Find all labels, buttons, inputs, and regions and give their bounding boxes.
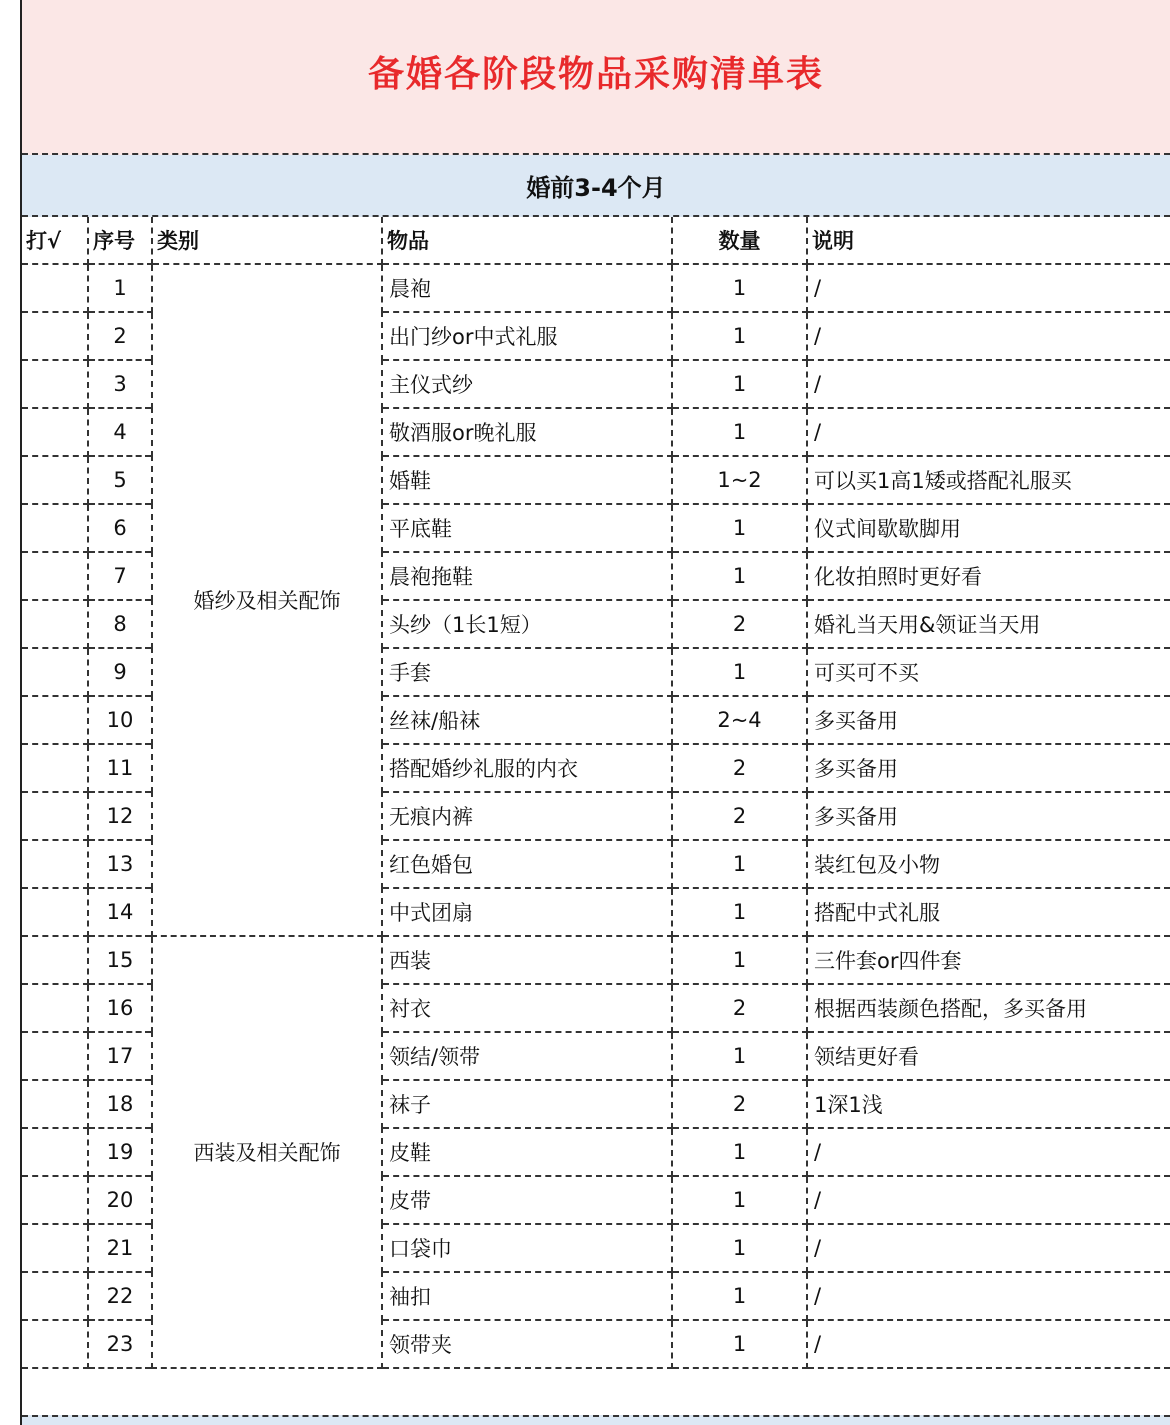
quantity-cell: 2~4: [672, 696, 807, 744]
item-cell: 袖扣: [382, 1272, 672, 1320]
check-cell[interactable]: [22, 696, 88, 744]
item-cell: 手套: [382, 648, 672, 696]
number-cell: 6: [88, 504, 152, 552]
item-cell: 婚鞋: [382, 456, 672, 504]
check-cell[interactable]: [22, 504, 88, 552]
check-cell[interactable]: [22, 1320, 88, 1368]
note-cell: 1深1浅: [807, 1080, 1170, 1128]
number-cell: 4: [88, 408, 152, 456]
item-cell: 头纱（1长1短）: [382, 600, 672, 648]
header-item: 物品: [382, 217, 672, 264]
note-cell: 化妆拍照时更好看: [807, 552, 1170, 600]
item-cell: 平底鞋: [382, 504, 672, 552]
header-category: 类别: [152, 217, 382, 264]
quantity-cell: 1: [672, 312, 807, 360]
quantity-cell: 2: [672, 984, 807, 1032]
number-cell: 21: [88, 1224, 152, 1272]
item-cell: 丝袜/船袜: [382, 696, 672, 744]
note-cell: /: [807, 360, 1170, 408]
number-cell: 18: [88, 1080, 152, 1128]
number-cell: 11: [88, 744, 152, 792]
number-cell: 1: [88, 264, 152, 312]
check-cell[interactable]: [22, 936, 88, 984]
number-cell: 13: [88, 840, 152, 888]
note-cell: /: [807, 1224, 1170, 1272]
note-cell: 领结更好看: [807, 1032, 1170, 1080]
number-cell: 17: [88, 1032, 152, 1080]
check-cell[interactable]: [22, 1128, 88, 1176]
check-cell[interactable]: [22, 984, 88, 1032]
checklist-table: [22, 217, 1170, 1369]
note-cell: 仪式间歇歇脚用: [807, 504, 1170, 552]
check-cell[interactable]: [22, 888, 88, 936]
check-cell[interactable]: [22, 360, 88, 408]
item-cell: 衬衣: [382, 984, 672, 1032]
category-cell: 西装及相关配饰: [152, 936, 382, 1368]
header-check: 打√: [22, 217, 88, 264]
spreadsheet-sheet: [20, 0, 1168, 1425]
note-cell: 三件套or四件套: [807, 936, 1170, 984]
item-cell: 出门纱or中式礼服: [382, 312, 672, 360]
note-cell: /: [807, 1272, 1170, 1320]
quantity-cell: 1: [672, 1320, 807, 1368]
number-cell: 10: [88, 696, 152, 744]
check-cell[interactable]: [22, 408, 88, 456]
note-cell: 多买备用: [807, 792, 1170, 840]
number-cell: 19: [88, 1128, 152, 1176]
quantity-cell: 2: [672, 744, 807, 792]
number-cell: 12: [88, 792, 152, 840]
quantity-cell: 1: [672, 1032, 807, 1080]
number-cell: 3: [88, 360, 152, 408]
page-title: 备婚各阶段物品采购清单表: [367, 54, 824, 95]
check-cell[interactable]: [22, 1080, 88, 1128]
quantity-cell: 1: [672, 504, 807, 552]
check-cell[interactable]: [22, 840, 88, 888]
quantity-cell: 1: [672, 264, 807, 312]
check-cell[interactable]: [22, 456, 88, 504]
note-cell: 搭配中式礼服: [807, 888, 1170, 936]
check-cell[interactable]: [22, 1272, 88, 1320]
check-cell[interactable]: [22, 1032, 88, 1080]
number-cell: 2: [88, 312, 152, 360]
header-quantity: 数量: [672, 217, 807, 264]
quantity-cell: 1: [672, 360, 807, 408]
header-number: 序号: [88, 217, 152, 264]
quantity-cell: 2: [672, 1080, 807, 1128]
number-cell: 15: [88, 936, 152, 984]
quantity-cell: 1: [672, 1128, 807, 1176]
check-cell[interactable]: [22, 1224, 88, 1272]
quantity-cell: 1: [672, 552, 807, 600]
item-cell: 无痕内裤: [382, 792, 672, 840]
check-cell[interactable]: [22, 312, 88, 360]
quantity-cell: 1: [672, 408, 807, 456]
check-cell[interactable]: [22, 648, 88, 696]
quantity-cell: 2: [672, 792, 807, 840]
header-row: [22, 217, 1170, 264]
check-cell[interactable]: [22, 744, 88, 792]
item-cell: 领结/领带: [382, 1032, 672, 1080]
note-cell: 多买备用: [807, 696, 1170, 744]
item-cell: 主仪式纱: [382, 360, 672, 408]
quantity-cell: 1: [672, 1224, 807, 1272]
item-cell: 晨袍: [382, 264, 672, 312]
item-cell: 口袋巾: [382, 1224, 672, 1272]
item-cell: 晨袍拖鞋: [382, 552, 672, 600]
note-cell: 可买可不买: [807, 648, 1170, 696]
number-cell: 7: [88, 552, 152, 600]
section-header: [22, 155, 1170, 217]
number-cell: 16: [88, 984, 152, 1032]
note-cell: 根据西装颜色搭配，多买备用: [807, 984, 1170, 1032]
check-cell[interactable]: [22, 600, 88, 648]
quantity-cell: 1: [672, 936, 807, 984]
number-cell: 8: [88, 600, 152, 648]
next-section-band: [22, 1415, 1170, 1425]
category-cell: 婚纱及相关配饰: [152, 264, 382, 936]
quantity-cell: 1: [672, 648, 807, 696]
item-cell: 西装: [382, 936, 672, 984]
note-cell: /: [807, 1176, 1170, 1224]
number-cell: 22: [88, 1272, 152, 1320]
quantity-cell: 1~2: [672, 456, 807, 504]
quantity-cell: 1: [672, 1272, 807, 1320]
item-cell: 搭配婚纱礼服的内衣: [382, 744, 672, 792]
title-band: [22, 0, 1170, 155]
table-row: [22, 264, 1170, 312]
header-note: 说明: [807, 217, 1170, 264]
note-cell: 可以买1高1矮或搭配礼服买: [807, 456, 1170, 504]
item-cell: 红色婚包: [382, 840, 672, 888]
item-cell: 敬酒服or晚礼服: [382, 408, 672, 456]
check-cell[interactable]: [22, 264, 88, 312]
check-cell[interactable]: [22, 1176, 88, 1224]
check-cell[interactable]: [22, 552, 88, 600]
note-cell: /: [807, 408, 1170, 456]
number-cell: 20: [88, 1176, 152, 1224]
quantity-cell: 2: [672, 600, 807, 648]
check-cell[interactable]: [22, 792, 88, 840]
item-cell: 中式团扇: [382, 888, 672, 936]
table-row: [22, 936, 1170, 984]
note-cell: 装红包及小物: [807, 840, 1170, 888]
note-cell: 多买备用: [807, 744, 1170, 792]
item-cell: 皮带: [382, 1176, 672, 1224]
number-cell: 23: [88, 1320, 152, 1368]
number-cell: 14: [88, 888, 152, 936]
note-cell: /: [807, 312, 1170, 360]
quantity-cell: 1: [672, 888, 807, 936]
section-title: 婚前3-4个月: [526, 173, 666, 202]
item-cell: 皮鞋: [382, 1128, 672, 1176]
note-cell: /: [807, 264, 1170, 312]
note-cell: /: [807, 1128, 1170, 1176]
note-cell: 婚礼当天用&领证当天用: [807, 600, 1170, 648]
item-cell: 袜子: [382, 1080, 672, 1128]
item-cell: 领带夹: [382, 1320, 672, 1368]
quantity-cell: 1: [672, 840, 807, 888]
number-cell: 5: [88, 456, 152, 504]
number-cell: 9: [88, 648, 152, 696]
note-cell: /: [807, 1320, 1170, 1368]
quantity-cell: 1: [672, 1176, 807, 1224]
